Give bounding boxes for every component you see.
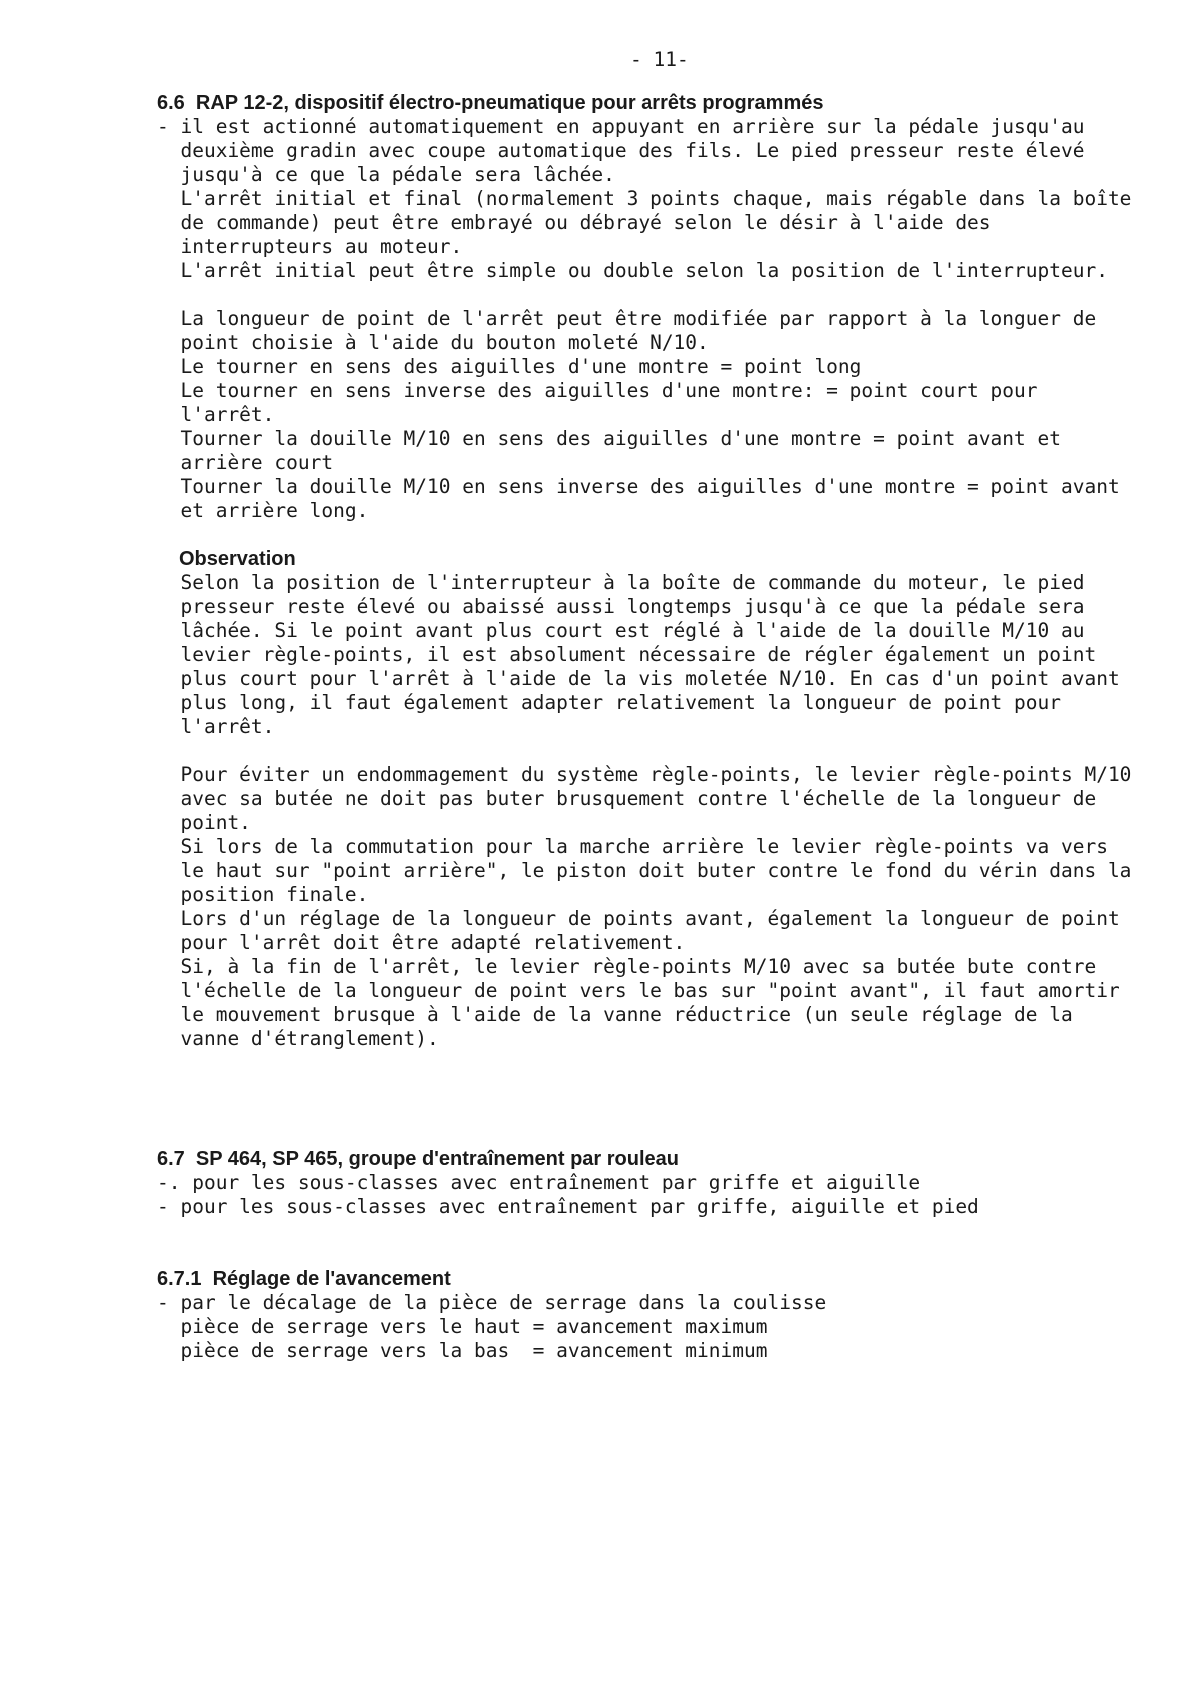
text-line: - il est actionné automatiquement en appuyant en arrière sur la pédale jusqu'au <box>157 115 1085 138</box>
text-line: l'échelle de la longueur de point vers le bas sur "point avant", il faut amortir <box>157 979 1120 1002</box>
section-heading: 6.7 SP 464, SP 465, groupe d'entraînement par rouleau <box>157 1148 679 1170</box>
text-line: Lors d'un réglage de la longueur de points avant, également la longueur de point <box>157 907 1120 930</box>
text-line: Si lors de la commutation pour la marche arrière le levier règle-points va vers <box>157 835 1108 858</box>
text-line: Tourner la douille M/10 en sens des aiguilles d'une montre = point avant et <box>157 427 1061 450</box>
text-line: l'arrêt. <box>157 403 275 426</box>
text-line: vanne d'étranglement). <box>157 1027 439 1050</box>
text-line: Pour éviter un endommagement du système règle-points, le levier règle-points M/10 <box>157 763 1132 786</box>
text-line: arrière court <box>157 451 334 474</box>
text-line: interrupteurs au moteur. <box>157 235 463 258</box>
section-heading: 6.6 RAP 12-2, dispositif électro-pneumatique pour arrêts programmés <box>157 92 824 114</box>
text-line: - pour les sous-classes avec entraînement par griffe, aiguille et pied <box>157 1195 979 1218</box>
text-line: point. <box>157 811 251 834</box>
section-heading: 6.7.1 Réglage de l'avancement <box>157 1268 451 1290</box>
text-line: L'arrêt initial et final (normalement 3 points chaque, mais régable dans la boîte <box>157 187 1132 210</box>
text-line: Selon la position de l'interrupteur à la boîte de commande du moteur, le pied <box>157 571 1085 594</box>
text-line: avec sa butée ne doit pas buter brusquement contre l'échelle de la longueur de <box>157 787 1097 810</box>
page-number: - 11- <box>630 48 689 71</box>
text-line: lâchée. Si le point avant plus court est réglé à l'aide de la douille M/10 au <box>157 619 1085 642</box>
text-line: position finale. <box>157 883 369 906</box>
text-line: pièce de serrage vers le haut = avancement maximum <box>157 1315 768 1338</box>
text-line: -. pour les sous-classes avec entraînement par griffe et aiguille <box>157 1171 921 1194</box>
text-line: pour l'arrêt doit être adapté relativement. <box>157 931 686 954</box>
section-6-7 <box>157 1147 1167 1219</box>
text-line: le haut sur "point arrière", le piston doit buter contre le fond du vérin dans la <box>157 859 1132 882</box>
text-line: Tourner la douille M/10 en sens inverse des aiguilles d'une montre = point avant <box>157 475 1120 498</box>
text-line: deuxième gradin avec coupe automatique des fils. Le pied presseur reste élevé <box>157 139 1085 162</box>
text-line: Si, à la fin de l'arrêt, le levier règle-points M/10 avec sa butée bute contre <box>157 955 1097 978</box>
section-6-6 <box>157 91 1167 1051</box>
text-line: Le tourner en sens des aiguilles d'une montre = point long <box>157 355 862 378</box>
observation-title: Observation <box>179 548 296 570</box>
text-line: plus long, il faut également adapter relativement la longueur de point pour <box>157 691 1061 714</box>
text-line: - par le décalage de la pièce de serrage dans la coulisse <box>157 1291 827 1314</box>
text-line: pièce de serrage vers la bas = avancement minimum <box>157 1339 768 1362</box>
text-line: l'arrêt. <box>157 715 275 738</box>
text-line: et arrière long. <box>157 499 369 522</box>
text-line: plus court pour l'arrêt à l'aide de la vis moletée N/10. En cas d'un point avant <box>157 667 1120 690</box>
text-line: Le tourner en sens inverse des aiguilles d'une montre: = point court pour <box>157 379 1038 402</box>
text-line: point choisie à l'aide du bouton moleté N/10. <box>157 331 709 354</box>
text-line: de commande) peut être embrayé ou débrayé selon le désir à l'aide des <box>157 211 991 234</box>
text-line: presseur reste élevé ou abaissé aussi longtemps jusqu'à ce que la pédale sera <box>157 595 1085 618</box>
text-line: le mouvement brusque à l'aide de la vanne réductrice (un seule réglage de la <box>157 1003 1073 1026</box>
text-line: jusqu'à ce que la pédale sera lâchée. <box>157 163 615 186</box>
section-6-7-1 <box>157 1267 1167 1363</box>
text-line: levier règle-points, il est absolument nécessaire de régler également un point <box>157 643 1097 666</box>
text-line: La longueur de point de l'arrêt peut être modifiée par rapport à la longuer de <box>157 307 1097 330</box>
text-line: L'arrêt initial peut être simple ou double selon la position de l'interrupteur. <box>157 259 1108 282</box>
